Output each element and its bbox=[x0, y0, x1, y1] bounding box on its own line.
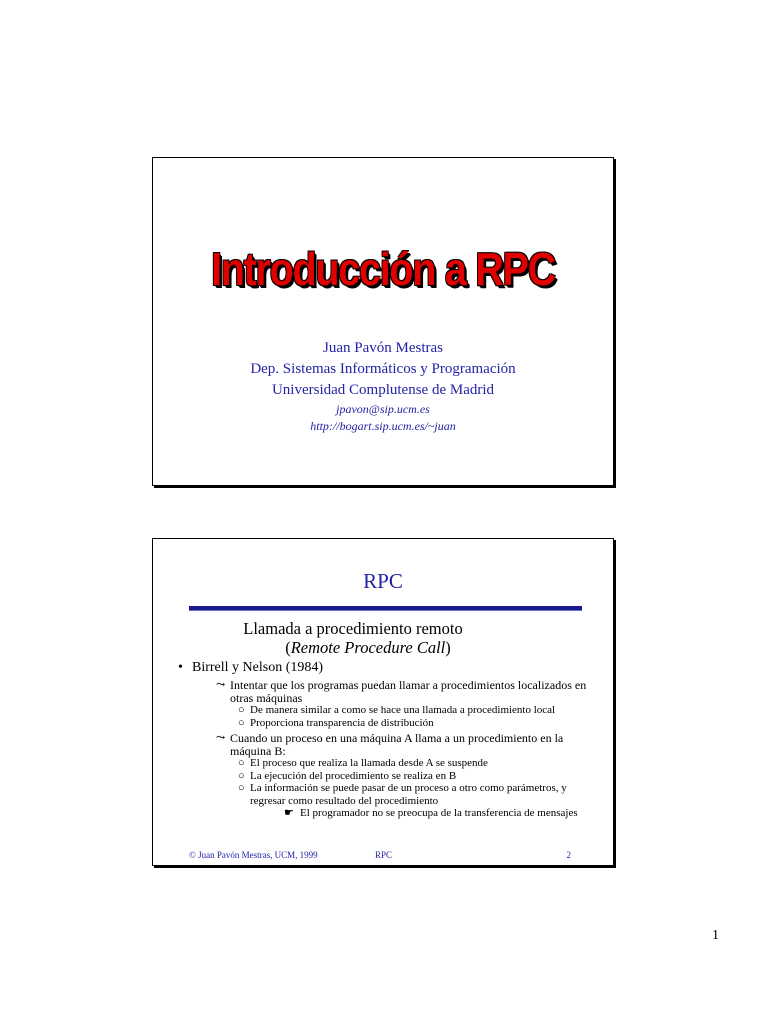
note-text: El programador no se preocupa de la transferencia de mensajes bbox=[300, 807, 578, 819]
subtitle-line-1: Llamada a procedimiento remoto bbox=[243, 619, 463, 638]
sub-bullet-text: Cuando un proceso en una máquina A llama a un procedimiento en la máquina B: bbox=[230, 731, 564, 758]
bullet-item bbox=[178, 660, 603, 676]
bullet-dot-icon: • bbox=[178, 660, 183, 675]
slide-title: RPC bbox=[363, 569, 403, 593]
list-item bbox=[238, 782, 603, 807]
footer-copyright: © Juan Pavón Mestras, UCM, 1999 bbox=[189, 850, 318, 860]
slide-subtitle bbox=[153, 619, 553, 657]
paren-close: ) bbox=[445, 638, 451, 657]
bullet-text: Birrell y Nelson (1984) bbox=[192, 660, 324, 675]
author-block bbox=[153, 338, 613, 435]
circle-icon: ○ bbox=[238, 782, 245, 794]
subtitle-english: Remote Procedure Call bbox=[290, 638, 446, 657]
paren-open: ( bbox=[285, 638, 291, 657]
list-item-text: De manera similar a como se hace una llamada a procedimiento local bbox=[250, 704, 556, 716]
slide-title: Introducción a RPC bbox=[211, 243, 555, 295]
homepage-url: http://bogart.sip.ucm.es/~juan bbox=[310, 419, 456, 433]
university: Universidad Complutense de Madrid bbox=[271, 382, 495, 398]
circle-icon: ○ bbox=[238, 769, 245, 782]
footer-topic: RPC bbox=[375, 850, 393, 860]
slide-1 bbox=[152, 157, 614, 486]
list-item bbox=[238, 770, 603, 783]
slide-footer bbox=[189, 850, 577, 862]
sub-bullet-text: Intentar que los programas puedan llamar a procedimientos localizados en otras máquinas bbox=[230, 678, 587, 705]
list-item bbox=[238, 717, 603, 730]
slide-2 bbox=[152, 538, 614, 866]
sub-bullet bbox=[216, 679, 603, 704]
circle-icon: ○ bbox=[238, 757, 245, 769]
dash-arrow-icon: ⤳ bbox=[216, 732, 226, 744]
email: jpavon@sip.ucm.es bbox=[336, 402, 430, 416]
subtitle-line-2 bbox=[153, 638, 553, 657]
list-item-text: La ejecución del procedimiento se realiza en B bbox=[250, 769, 457, 782]
circle-icon: ○ bbox=[238, 704, 245, 716]
slide-content bbox=[178, 660, 603, 820]
list-item-text: La información se puede pasar de un proceso a otro como parámetros, y regresar como resultado del procedimiento bbox=[250, 782, 567, 807]
title-rule bbox=[189, 606, 582, 611]
footer-slide-number: 2 bbox=[566, 850, 571, 860]
list-item-text: Proporciona transparencia de distribución bbox=[250, 716, 434, 729]
list-item bbox=[238, 757, 603, 770]
note-item bbox=[284, 807, 603, 820]
author-name: Juan Pavón Mestras bbox=[323, 340, 443, 356]
pointing-hand-icon: ☛ bbox=[284, 807, 294, 819]
sub-bullet bbox=[216, 732, 603, 757]
department: Dep. Sistemas Informáticos y Programación bbox=[250, 361, 516, 377]
dash-arrow-icon: ⤳ bbox=[216, 679, 226, 691]
circle-icon: ○ bbox=[238, 716, 245, 729]
page-number: 1 bbox=[712, 928, 719, 943]
list-item-text: El proceso que realiza la llamada desde A se suspende bbox=[250, 757, 488, 769]
list-item bbox=[238, 704, 603, 717]
